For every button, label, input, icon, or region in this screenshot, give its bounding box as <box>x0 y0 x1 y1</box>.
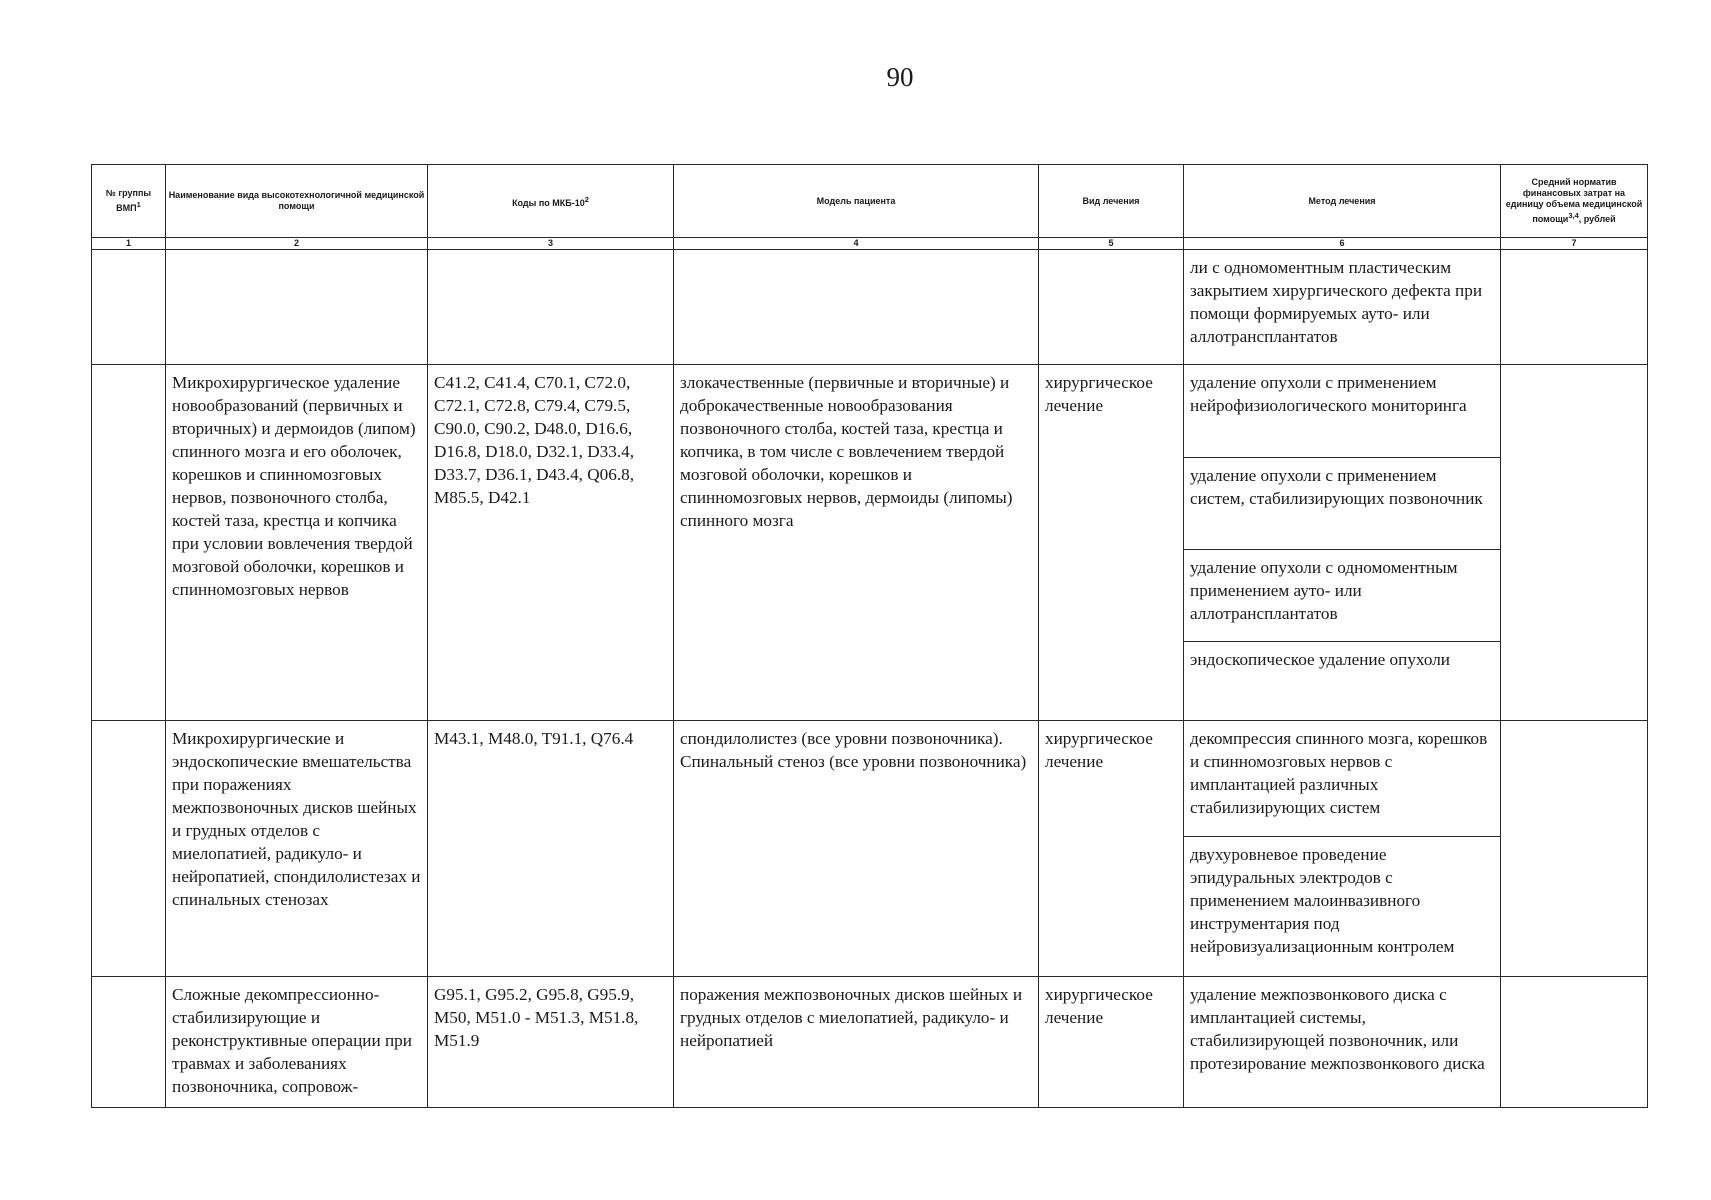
patient-model-cell: поражения межпозвоночных дисков шейных и грудных отделов с миелопатией, радикуло- и нейропатией <box>674 977 1039 1108</box>
treatment-type-cell: хирургическое лечение <box>1039 721 1184 977</box>
method-item: удаление межпозвонкового диска с имплантацией системы, стабилизирующей позвоночник, или протезирование межпозвонкового диска <box>1190 985 1485 1073</box>
header-cost: Средний норматив финансовых затрат на единицу объема медицинской помощи$^{3,4}$, рублей <box>1501 165 1648 238</box>
method-cell <box>1184 365 1501 721</box>
treatment-type-cell <box>1039 250 1184 365</box>
method-item: эндоскопическое удаление опухоли <box>1184 641 1500 710</box>
method-cell <box>1184 977 1501 1108</box>
treatment-type-cell: хирургическое лечение <box>1039 365 1184 721</box>
column-number-row <box>92 238 1648 250</box>
method-item: ли с одномоментным пластическим закрытием хирургического дефекта при помощи формируемых ауто- или аллотрансплантатов <box>1190 258 1483 346</box>
cost-cell <box>1501 977 1648 1108</box>
page-number: 90 <box>886 62 914 92</box>
codes-cell: M43.1, M48.0, T91.1, Q76.4 <box>428 721 674 977</box>
patient-model-cell <box>674 250 1039 365</box>
codes-cell <box>428 250 674 365</box>
column-number: 1 <box>92 238 166 250</box>
column-number: 5 <box>1039 238 1184 250</box>
header-name: Наименование вида высокотехнологичной медицинской помощи <box>166 165 428 238</box>
method-cell <box>1184 250 1501 365</box>
cost-cell <box>1501 250 1648 365</box>
header-codes: Коды по МКБ-$10^2$ <box>428 165 674 238</box>
group-cell <box>92 250 166 365</box>
table-row <box>92 721 1648 977</box>
column-number: 4 <box>674 238 1039 250</box>
method-cell <box>1184 721 1501 977</box>
table-row <box>92 250 1648 365</box>
codes-cell: C41.2, C41.4, C70.1, C72.0, C72.1, C72.8, C79.4, C79.5, C90.0, C90.2, D48.0, D16.6, D16.8, D18.0, D32.1, D33.4, D33.7, D36.1, D43.4, Q06.8, M85.5, D42.1 <box>428 365 674 721</box>
patient-model-cell: злокачественные (первичные и вторичные) и доброкачественные новообразования позвоночного столба, костей таза, крестца и копчика, в том числе с вовлечением твердой мозговой оболочки, корешков и спинномозговых нервов, дермоиды (липомы) спинного мозга <box>674 365 1039 721</box>
header-method: Метод лечения <box>1184 165 1501 238</box>
name-cell: Микрохирургические и эндоскопические вмешательства при поражениях межпозвоночных дисков шейных и грудных отделов с миелопатией, радикуло- и нейропатией, спондилолистезах и спинальных стенозах <box>166 721 428 977</box>
group-cell <box>92 365 166 721</box>
cost-cell <box>1501 365 1648 721</box>
vmp-table <box>91 164 1648 1108</box>
group-cell <box>92 977 166 1108</box>
table-row <box>92 977 1648 1108</box>
column-number: 3 <box>428 238 674 250</box>
method-item: удаление опухоли с применением нейрофизиологического мониторинга <box>1190 373 1467 415</box>
method-item: декомпрессия спинного мозга, корешков и спинномозговых нервов с имплантацией различных стабилизирующих систем <box>1190 729 1488 817</box>
method-item: удаление опухоли с одномоментным применением ауто- или аллотрансплантатов <box>1184 549 1500 641</box>
header-group: № группы ВМП$^1$ <box>92 165 166 238</box>
cost-cell <box>1501 721 1648 977</box>
name-cell: Микрохирургическое удаление новообразований (первичных и вторичных) и дермоидов (липом) спинного мозга и его оболочек, корешков и спинномозговых нервов, позвоночного столба, костей таза, крестца и копчика при условии вовлечения твердой мозговой оболочки, корешков и спинномозговых нервов <box>166 365 428 721</box>
column-number: 6 <box>1184 238 1501 250</box>
header-patient-model: Модель пациента <box>674 165 1039 238</box>
header-treatment-type: Вид лечения <box>1039 165 1184 238</box>
group-cell <box>92 721 166 977</box>
method-item: удаление опухоли с применением систем, стабилизирующих позвоночник <box>1184 457 1500 549</box>
patient-model-cell: спондилолистез (все уровни позвоночника). Спинальный стеноз (все уровни позвоночника) <box>674 721 1039 977</box>
table-row <box>92 365 1648 721</box>
column-number: 7 <box>1501 238 1648 250</box>
name-cell <box>166 250 428 365</box>
treatment-type-cell: хирургическое лечение <box>1039 977 1184 1108</box>
column-number: 2 <box>166 238 428 250</box>
codes-cell: G95.1, G95.2, G95.8, G95.9, M50, M51.0 - M51.3, M51.8, M51.9 <box>428 977 674 1108</box>
header-row <box>92 165 1648 238</box>
method-item: двухуровневое проведение эпидуральных электродов с применением малоинвазивного инструментария под нейровизуализационным контролем <box>1184 836 1500 966</box>
name-cell: Сложные декомпрессионно-стабилизирующие и реконструктивные операции при травмах и заболеваниях позвоночника, сопровож- <box>166 977 428 1108</box>
